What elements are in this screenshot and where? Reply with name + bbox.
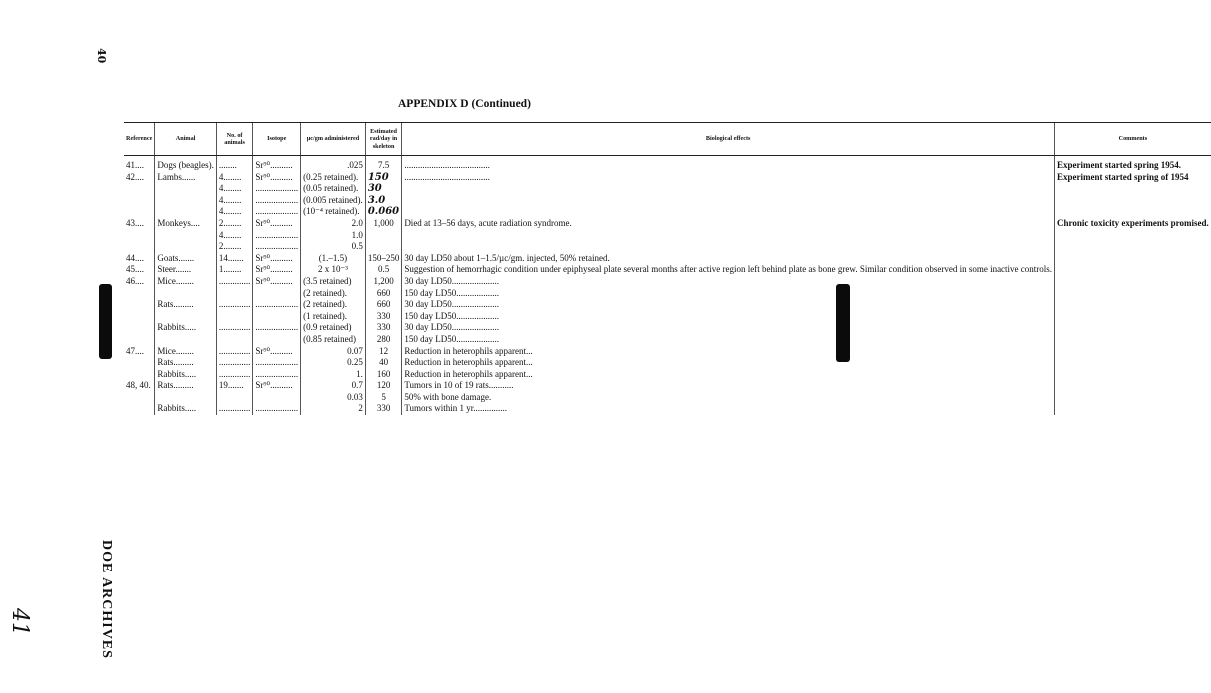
cell-animal [155, 311, 216, 323]
doe-archives-label: DOE ARCHIVES [99, 540, 114, 659]
cell-num: 4........ [216, 230, 253, 242]
cell-animal: Rats......... [155, 357, 216, 369]
cell-bio: 30 day LD50..................... [402, 276, 1055, 288]
handwritten-page-number: 41 [7, 608, 32, 636]
cell-dose: (10⁻⁴ retained). [301, 206, 366, 218]
cell-isotope: Sr⁹⁰.......... [253, 253, 301, 265]
cell-dose: (0.05 retained). [301, 183, 366, 195]
cell-animal [155, 206, 216, 218]
cell-bio: Reduction in heterophils apparent... [402, 369, 1055, 381]
cell-bio: 50% with bone damage. [402, 392, 1055, 404]
cell-dose: 0.5 [301, 241, 366, 253]
cell-dose: 1.0 [301, 230, 366, 242]
cell-ref: 46.... [126, 275, 144, 286]
cell-bio: Tumors within 1 yr............... [402, 403, 1055, 415]
header-dose: µc/gm administered [301, 123, 366, 156]
cell-ref [124, 183, 155, 195]
table-row [124, 311, 1211, 323]
cell-bio: Reduction in heterophils apparent... [402, 346, 1055, 358]
cell-bio: ...................................... [402, 160, 1055, 172]
cell-dose: 0.03 [301, 392, 366, 404]
table-row [124, 253, 1211, 265]
cell-rad: 7.5 [365, 160, 402, 172]
header-isotope: Isotope [253, 123, 301, 156]
cell-isotope: Sr⁹⁰.......... [253, 346, 301, 358]
cell-isotope: ................... [253, 369, 301, 381]
cell-animal: Rats......... [155, 299, 216, 311]
cell-isotope: Sr⁹⁰.......... [253, 160, 301, 172]
header-biological-effects: Biological effects [402, 123, 1055, 156]
cell-bio [402, 230, 1055, 242]
table-row [124, 195, 1211, 207]
cell-animal: Rabbits..... [155, 403, 216, 415]
cell-ref: 44.... [126, 252, 144, 263]
cell-isotope [253, 311, 301, 323]
cell-animal [155, 195, 216, 207]
cell-rad: 160 [365, 369, 402, 381]
header-reference: Reference [124, 123, 155, 156]
cell-dose: (3.5 retained) [301, 276, 366, 288]
cell-dose: 1. [301, 369, 366, 381]
cell-comments [1055, 380, 1211, 392]
cell-ref: 48, 40. [126, 380, 151, 391]
cell-comments [1055, 311, 1211, 323]
redaction-bar-left [99, 284, 112, 359]
cell-rad-handwritten: 0.060 [365, 206, 402, 218]
cell-dose: 2 [301, 403, 366, 415]
cell-ref: 47.... [126, 345, 144, 356]
cell-rad [365, 241, 402, 253]
cell-num [216, 288, 253, 300]
cell-comments [1055, 392, 1211, 404]
cell-dose: (0.005 retained). [301, 195, 366, 207]
cell-comments [1055, 195, 1211, 207]
cell-comments [1055, 346, 1211, 358]
cell-bio: 150 day LD50................... [402, 288, 1055, 300]
cell-isotope: Sr⁹⁰.......... [253, 264, 301, 276]
cell-animal: Rats......... [155, 380, 216, 392]
cell-bio [402, 206, 1055, 218]
cell-animal: Rabbits..... [155, 369, 216, 381]
cell-ref [124, 299, 155, 311]
cell-rad: 12 [365, 346, 402, 358]
header-number-of-animals: No. of animals [216, 123, 253, 156]
cell-bio: 30 day LD50..................... [402, 299, 1055, 311]
appendix-title: APPENDIX D (Continued) [398, 98, 531, 110]
cell-comments [1055, 357, 1211, 369]
cell-dose: (1.–1.5) [301, 253, 366, 265]
cell-animal [155, 230, 216, 242]
table-row [124, 357, 1211, 369]
cell-animal: Steer....... [155, 264, 216, 276]
cell-num: 4........ [216, 206, 253, 218]
cell-comments [1055, 253, 1211, 265]
cell-animal: Mice........ [155, 346, 216, 358]
cell-animal: Lambs...... [155, 172, 216, 184]
cell-ref [124, 403, 155, 415]
cell-dose: 0.07 [301, 346, 366, 358]
cell-animal [155, 241, 216, 253]
cell-bio: Died at 13–56 days, acute radiation syndrome. [402, 218, 1055, 230]
cell-rad: 150–250 [365, 253, 402, 265]
table-row [124, 241, 1211, 253]
cell-ref [124, 334, 155, 346]
cell-ref: 45.... [126, 264, 144, 275]
cell-num: 4........ [216, 183, 253, 195]
cell-animal: Rabbits..... [155, 322, 216, 334]
cell-num: 1........ [216, 264, 253, 276]
cell-bio: ...................................... [402, 172, 1055, 184]
cell-num [216, 392, 253, 404]
cell-bio: Suggestion of hemorrhagic condition under epiphyseal plate several months after active region left behind plate as bone grew. Similar condition observed in some inactive controls. [402, 264, 1055, 276]
cell-num: .............. [216, 346, 253, 358]
cell-bio [402, 183, 1055, 195]
cell-rad: 660 [365, 288, 402, 300]
cell-rad: 330 [365, 403, 402, 415]
cell-dose: (0.9 retained) [301, 322, 366, 334]
table-row [124, 276, 1211, 288]
cell-num: 19....... [216, 380, 253, 392]
table-header-row [124, 123, 1211, 156]
cell-num: 2........ [216, 218, 253, 230]
cell-dose: 2.0 [301, 218, 366, 230]
cell-rad: 330 [365, 322, 402, 334]
cell-num: .............. [216, 276, 253, 288]
cell-rad: 280 [365, 334, 402, 346]
cell-animal [155, 183, 216, 195]
cell-num: 4........ [216, 172, 253, 184]
cell-ref [124, 357, 155, 369]
cell-animal: Goats....... [155, 253, 216, 265]
cell-isotope: ................... [253, 230, 301, 242]
cell-ref [124, 288, 155, 300]
table-row [124, 322, 1211, 334]
cell-rad: 0.5 [365, 264, 402, 276]
table-row [124, 346, 1211, 358]
cell-bio: Reduction in heterophils apparent... [402, 357, 1055, 369]
cell-dose: 2 x 10⁻³ [301, 264, 366, 276]
cell-comments [1055, 299, 1211, 311]
cell-ref [124, 369, 155, 381]
cell-rad [365, 230, 402, 242]
cell-dose: (2 retained). [301, 299, 366, 311]
cell-isotope: Sr⁹⁰.......... [253, 218, 301, 230]
cell-bio: Tumors in 10 of 19 rats........... [402, 380, 1055, 392]
table-row [124, 172, 1211, 184]
cell-isotope: ................... [253, 299, 301, 311]
cell-animal [155, 334, 216, 346]
cell-rad: 5 [365, 392, 402, 404]
cell-rad-handwritten: 150 [365, 172, 402, 184]
cell-rad-handwritten: 30 [365, 183, 402, 195]
cell-isotope [253, 334, 301, 346]
header-comments: Comments [1055, 123, 1211, 156]
header-rad-per-day: Estimated rad/day in skeleton [365, 123, 402, 156]
table-row [124, 392, 1211, 404]
cell-ref [124, 230, 155, 242]
cell-isotope: ................... [253, 403, 301, 415]
cell-dose: (0.85 retained) [301, 334, 366, 346]
cell-animal: Mice........ [155, 276, 216, 288]
table-row [124, 160, 1211, 172]
cell-rad: 40 [365, 357, 402, 369]
cell-isotope: ................... [253, 183, 301, 195]
cell-num: .............. [216, 357, 253, 369]
cell-bio [402, 195, 1055, 207]
cell-dose: 0.25 [301, 357, 366, 369]
cell-comments: Experiment started spring 1954. [1055, 160, 1211, 172]
table-row [124, 264, 1211, 276]
cell-comments [1055, 230, 1211, 242]
cell-num [216, 334, 253, 346]
cell-dose: (1 retained). [301, 311, 366, 323]
cell-bio: 150 day LD50................... [402, 311, 1055, 323]
table-row [124, 334, 1211, 346]
page-number: 40 [95, 48, 108, 64]
cell-ref [124, 311, 155, 323]
table-row [124, 206, 1211, 218]
cell-isotope: ................... [253, 241, 301, 253]
cell-ref [124, 392, 155, 404]
table-row [124, 369, 1211, 381]
cell-comments [1055, 322, 1211, 334]
cell-ref: 42.... [126, 171, 144, 182]
cell-rad: 120 [365, 380, 402, 392]
cell-isotope: ................... [253, 322, 301, 334]
cell-isotope: Sr⁹⁰.......... [253, 172, 301, 184]
cell-ref: 43.... [126, 217, 144, 228]
cell-rad: 660 [365, 299, 402, 311]
cell-bio: 30 day LD50 about 1–1.5/µc/gm. injected, 50% retained. [402, 253, 1055, 265]
cell-dose: (0.25 retained). [301, 172, 366, 184]
cell-comments [1055, 241, 1211, 253]
cell-ref [124, 322, 155, 334]
cell-num: .............. [216, 322, 253, 334]
cell-comments: Experiment started spring of 1954 [1055, 172, 1211, 184]
table-row [124, 288, 1211, 300]
cell-animal: Dogs (beagles). [155, 160, 216, 172]
cell-comments [1055, 276, 1211, 288]
appendix-table [124, 122, 1211, 415]
cell-dose: (2 retained). [301, 288, 366, 300]
cell-rad: 1,200 [365, 276, 402, 288]
cell-comments: Chronic toxicity experiments promised. [1055, 218, 1211, 230]
cell-comments [1055, 403, 1211, 415]
cell-comments [1055, 264, 1211, 276]
table-row [124, 183, 1211, 195]
cell-animal [155, 392, 216, 404]
cell-isotope: ................... [253, 206, 301, 218]
cell-ref: 41.... [126, 160, 144, 170]
cell-num: 2........ [216, 241, 253, 253]
cell-isotope: Sr⁹⁰.......... [253, 380, 301, 392]
table-row [124, 299, 1211, 311]
cell-isotope [253, 392, 301, 404]
cell-comments [1055, 334, 1211, 346]
table-row [124, 218, 1211, 230]
cell-bio: 150 day LD50................... [402, 334, 1055, 346]
cell-dose: .025 [301, 160, 366, 172]
cell-isotope: ................... [253, 357, 301, 369]
cell-isotope: ................... [253, 195, 301, 207]
cell-comments [1055, 288, 1211, 300]
cell-bio: 30 day LD50..................... [402, 322, 1055, 334]
cell-num: .............. [216, 403, 253, 415]
cell-num [216, 311, 253, 323]
cell-ref [124, 206, 155, 218]
cell-ref [124, 241, 155, 253]
cell-ref [124, 195, 155, 207]
cell-num: .............. [216, 369, 253, 381]
cell-animal [155, 288, 216, 300]
cell-rad: 330 [365, 311, 402, 323]
table-row [124, 380, 1211, 392]
cell-isotope [253, 288, 301, 300]
cell-comments [1055, 183, 1211, 195]
cell-comments [1055, 206, 1211, 218]
table-row [124, 230, 1211, 242]
cell-num: ........ [216, 160, 253, 172]
cell-num: .............. [216, 299, 253, 311]
cell-rad: 1,000 [365, 218, 402, 230]
cell-dose: 0.7 [301, 380, 366, 392]
cell-isotope: Sr⁹⁰.......... [253, 276, 301, 288]
header-animal: Animal [155, 123, 216, 156]
cell-num: 4........ [216, 195, 253, 207]
cell-animal: Monkeys.... [155, 218, 216, 230]
cell-num: 14....... [216, 253, 253, 265]
cell-bio [402, 241, 1055, 253]
cell-comments [1055, 369, 1211, 381]
cell-rad-handwritten: 3.0 [365, 195, 402, 207]
table-row [124, 403, 1211, 415]
